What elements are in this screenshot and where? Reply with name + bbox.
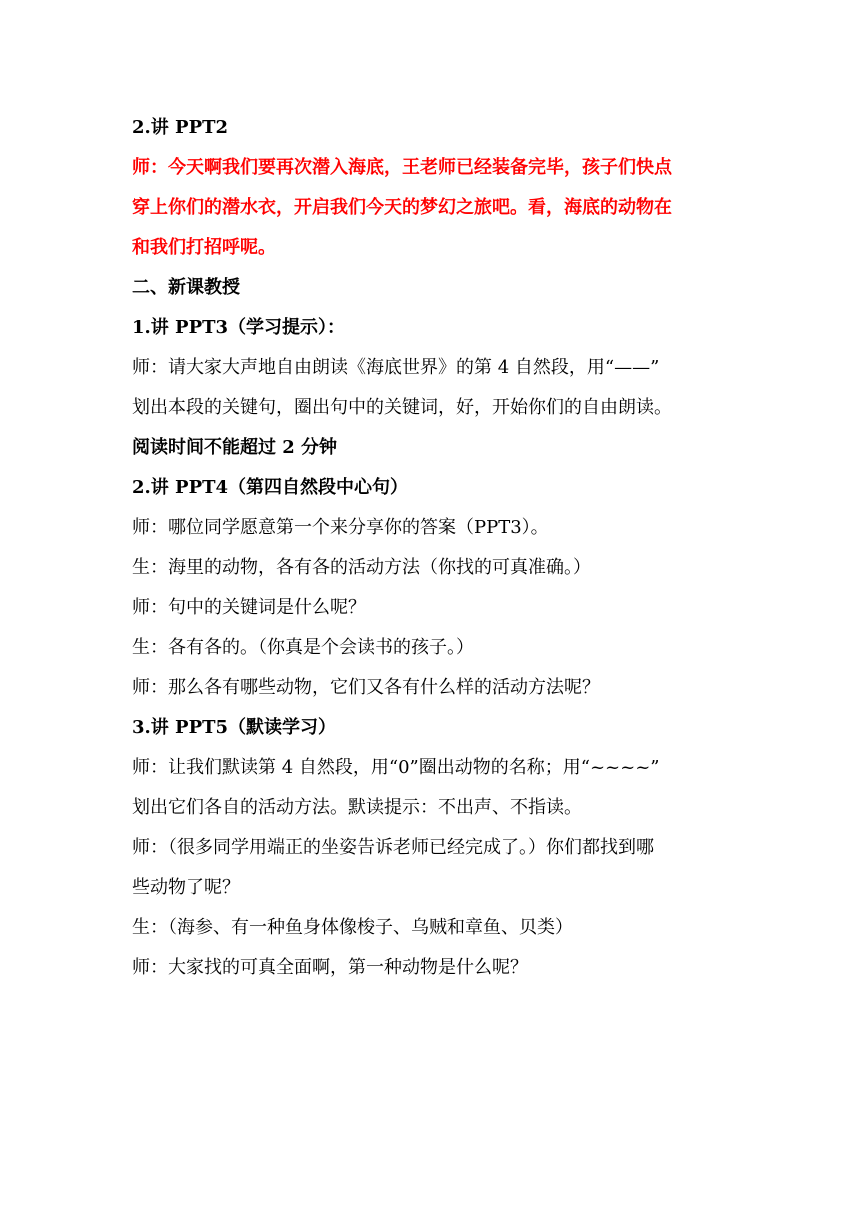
doc-line: 师：（很多同学用端正的坐姿告诉老师已经完成了。）你们都找到哪 <box>132 837 654 858</box>
doc-line: 3.讲 PPT5（默读学习） <box>132 717 337 738</box>
doc-line: 些动物了呢？ <box>132 877 240 898</box>
doc-line: 1.讲 PPT3（学习提示）： <box>132 317 346 338</box>
doc-line: 师：哪位同学愿意第一个来分享你的答案（PPT3）。 <box>132 517 549 538</box>
section-heading: 二、新课教授 <box>132 277 240 298</box>
doc-line: 和我们打招呼呢。 <box>132 237 276 258</box>
doc-line: 师：大家找的可真全面啊，第一种动物是什么呢？ <box>132 957 528 978</box>
doc-line: 生：各有各的。（你真是个会读书的孩子。） <box>132 637 474 658</box>
doc-line: 穿上你们的潜水衣，开启我们今天的梦幻之旅吧。看，海底的动物在 <box>132 197 672 218</box>
doc-line: 师：让我们默读第 4 自然段，用“0”圈出动物的名称；用“~~~~” <box>132 757 660 778</box>
doc-line: 师：今天啊我们要再次潜入海底，王老师已经装备完毕，孩子们快点 <box>132 157 672 178</box>
doc-line: 师：请大家大声地自由朗读《海底世界》的第 4 自然段，用“——” <box>132 357 660 378</box>
doc-line: 阅读时间不能超过 2 分钟 <box>132 437 338 458</box>
doc-line: 师：那么各有哪些动物，它们又各有什么样的活动方法呢？ <box>132 677 600 698</box>
doc-line: 划出它们各自的活动方法。默读提示：不出声、不指读。 <box>132 797 582 818</box>
doc-line: 2.讲 PPT2 <box>132 117 229 138</box>
document-body <box>132 108 742 988</box>
doc-line: 2.讲 PPT4（第四自然段中心句） <box>132 477 409 498</box>
doc-line: 师：句中的关键词是什么呢？ <box>132 597 366 618</box>
doc-line: 生：海里的动物，各有各的活动方法（你找的可真准确。） <box>132 557 591 578</box>
doc-line: 生：（海参、有一种鱼身体像梭子、乌贼和章鱼、贝类） <box>132 917 573 938</box>
doc-line: 划出本段的关键句，圈出句中的关键词，好，开始你们的自由朗读。 <box>132 397 672 418</box>
